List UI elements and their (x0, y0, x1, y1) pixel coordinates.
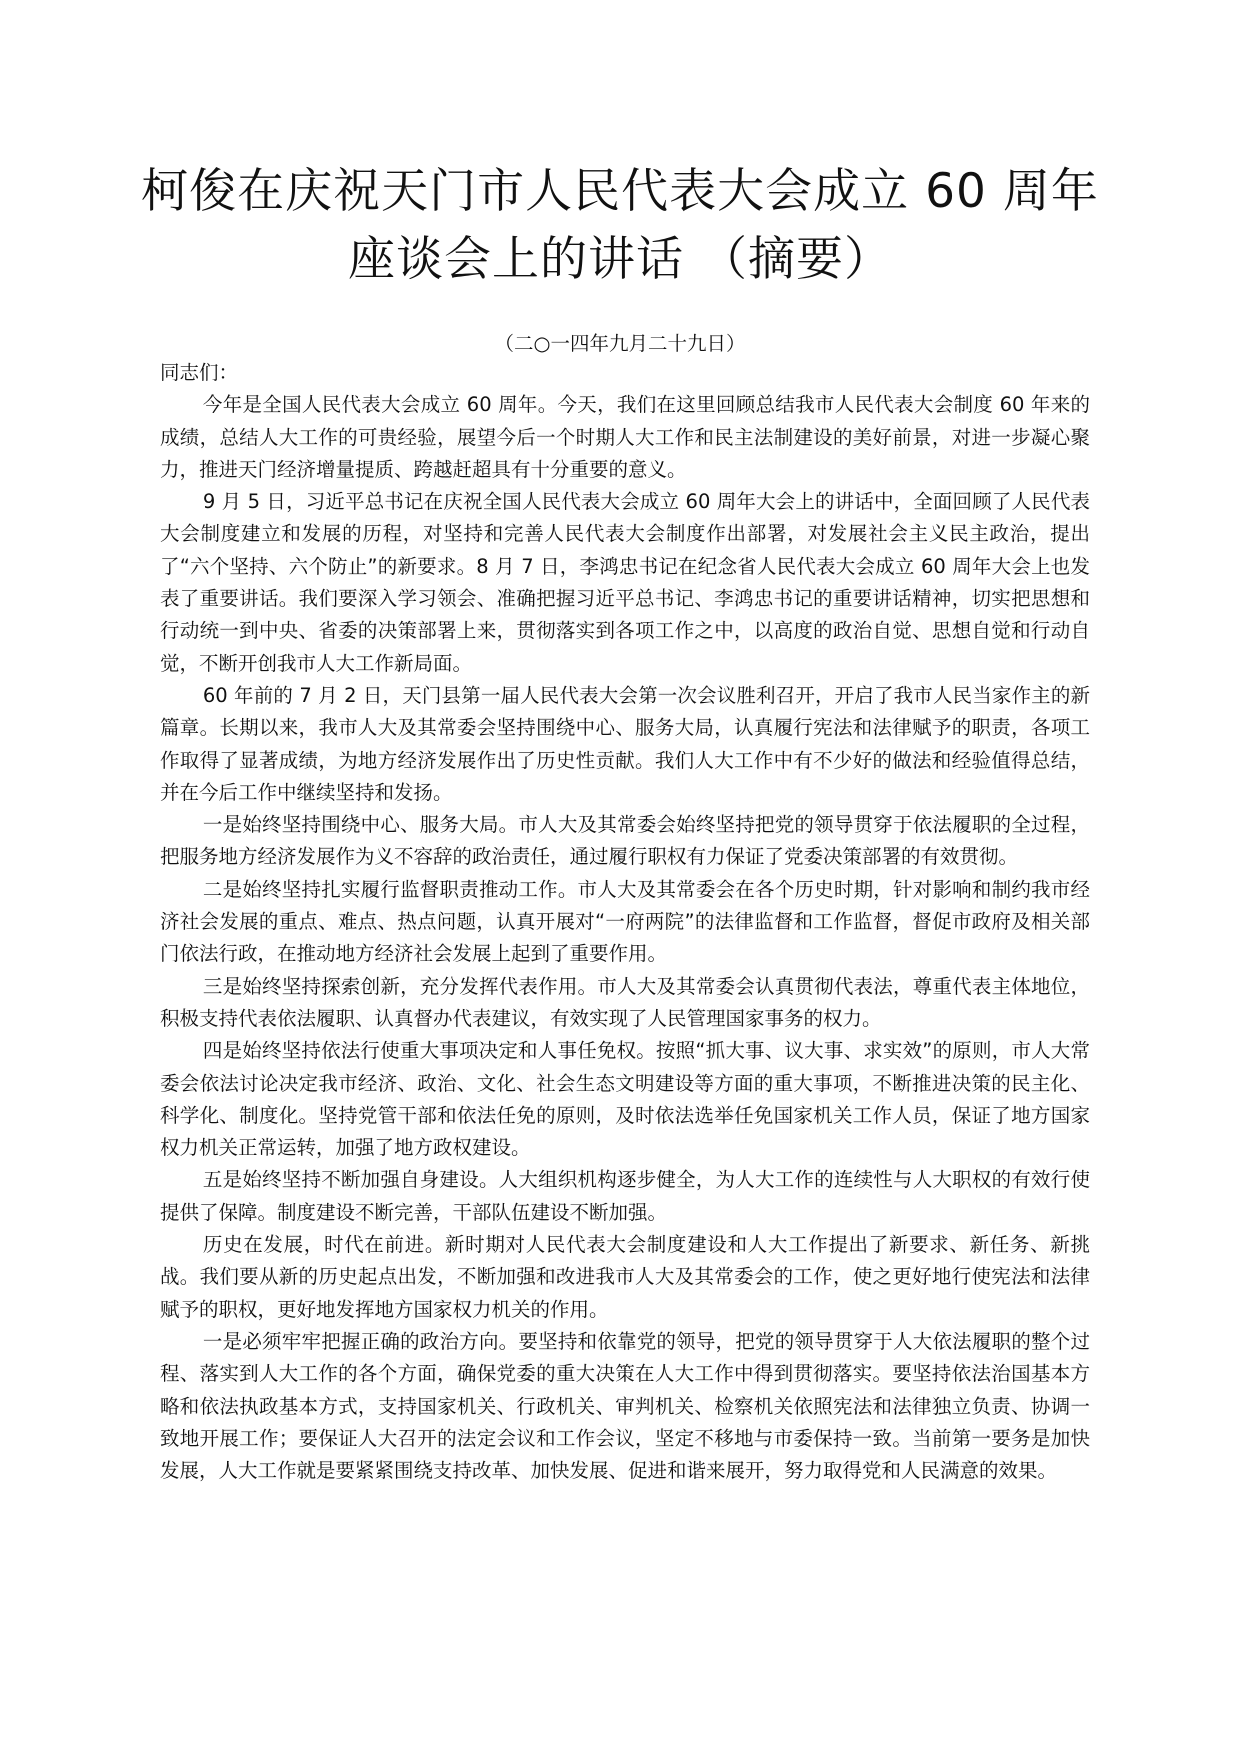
paragraph: 四是始终坚持依法行使重大事项决定和人事任免权。按照“抓大事、议大事、求实效”的原则，市人大常委会依法讨论决定我市经济、政治、文化、社会生态文明建设等方面的重大事项，不断推进决策的民主化、科学化、制度化。坚持党管干部和依法任免的原则，及时依法选举任免国家机关工作人员，保证了地方国家权力机关正常运转，加强了地方政权建设。 (160, 1039, 1090, 1160)
paragraph: 历史在发展，时代在前进。新时期对人民代表大会制度建设和人大工作提出了新要求、新任务、新挑战。我们要从新的历史起点出发，不断加强和改进我市人大及其常委会的工作，使之更好地行使宪法和法律赋予的职权，更好地发挥地方国家权力机关的作用。 (160, 1233, 1090, 1321)
paragraph: 一是必须牢牢把握正确的政治方向。要坚持和依靠党的领导，把党的领导贯穿于人大依法履职的整个过程、落实到人大工作的各个方面，确保党委的重大决策在人大工作中得到贯彻落实。要坚持依法治国基本方略和依法执政基本方式，支持国家机关、行政机关、审判机关、检察机关依照宪法和法律独立负责、协调一致地开展工作；要保证人大召开的法定会议和工作会议，坚定不移地与市委保持一致。当前第一要务是加快发展，人大工作就是要紧紧围绕支持改革、加快发展、促进和谐来展开，努力取得党和人民满意的效果。 (160, 1329, 1090, 1483)
paragraph: 9 月 5 日，习近平总书记在庆祝全国人民代表大会成立 60 周年大会上的讲话中，全面回顾了人民代表大会制度建立和发展的历程，对坚持和完善人民代表大会制度作出部署，对发展社会主义民主政治，提出了“六个坚持、六个防止”的新要求。8 月 7 日，李鸿忠书记在纪念省人民代表大会成立 60 周年大会上也发表了重要讲话。我们要深入学习领会、准确把握习近平总书记、李鸿忠书记的重要讲话精神，切实把思想和行动统一到中央、省委的决策部署上来，贯彻落实到各项工作之中，以高度的政治自觉、思想自觉和行动自觉，不断开创我市人大工作新局面。 (160, 490, 1090, 675)
paragraph: 今年是全国人民代表大会成立 60 周年。今天，我们在这里回顾总结我市人民代表大会制度 60 年来的成绩，总结人大工作的可贵经验，展望今后一个时期人大工作和民主法制建设的美好前景，对进一步凝心聚力，推进天门经济增量提质、跨越赶超具有十分重要的意义。 (160, 393, 1090, 481)
document-body (160, 357, 1090, 1487)
title-line-2: 座谈会上的讲话 （摘要） (348, 232, 892, 287)
paragraph: 二是始终坚持扎实履行监督职责推动工作。市人大及其常委会在各个历史时期，针对影响和制约我市经济社会发展的重点、难点、热点问题，认真开展对“一府两院”的法律监督和工作监督，督促市政府及相关部门依法行政，在推动地方经济社会发展上起到了重要作用。 (160, 877, 1090, 966)
paragraph: 一是始终坚持围绕中心、服务大局。市人大及其常委会始终坚持把党的领导贯穿于依法履职的全过程，把服务地方经济发展作为义不容辞的政治责任，通过履行职权有力保证了党委决策部署的有效贯彻。 (160, 813, 1090, 869)
salutation: 同志们： (160, 361, 239, 384)
paragraph: 三是始终坚持探索创新，充分发挥代表作用。市人大及其常委会认真贯彻代表法，尊重代表主体地位，积极支持代表依法履职、认真督办代表建议，有效实现了人民管理国家事务的权力。 (160, 974, 1090, 1030)
title-line-1: 柯俊在庆祝天门市人民代表大会成立 60 周年 (141, 164, 1099, 219)
paragraph: 60 年前的 7 月 2 日，天门县第一届人民代表大会第一次会议胜利召开，开启了我市人民当家作主的新篇章。长期以来，我市人大及其常委会坚持围绕中心、服务大局，认真履行宪法和法律赋予的职责，各项工作取得了显著成绩，为地方经济发展作出了历史性贡献。我们人大工作中有不少好的做法和经验值得总结，并在今后工作中继续坚持和发扬。 (160, 683, 1090, 804)
speech-date: （二○一四年九月二十九日） (494, 332, 746, 355)
paragraph: 五是始终坚持不断加强自身建设。人大组织机构逐步健全，为人大工作的连续性与人大职权的有效行使提供了保障。制度建设不断完善，干部队伍建设不断加强。 (160, 1168, 1090, 1224)
document-title (140, 158, 1100, 294)
